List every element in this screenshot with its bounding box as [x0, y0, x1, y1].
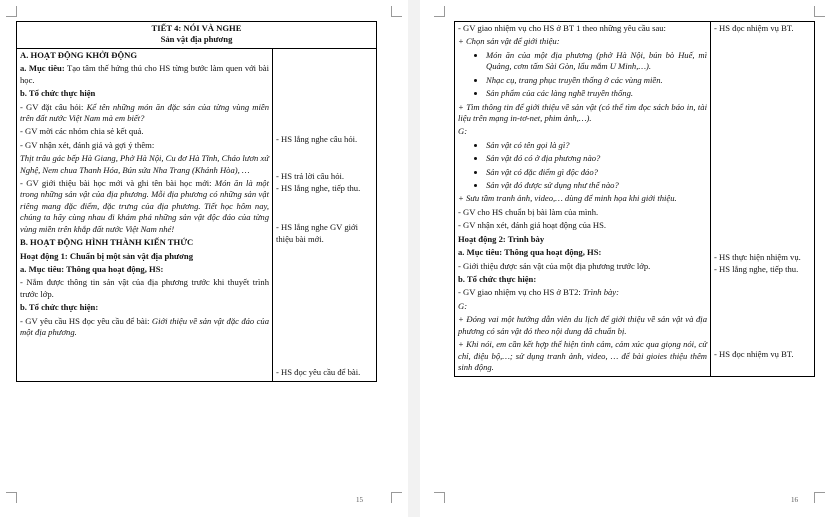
- page-15: [0, 0, 408, 517]
- list-item: • Sản vật đó được sử dụng như thế nào?: [486, 180, 707, 191]
- crop-mark: [434, 6, 445, 17]
- procedure-heading: b. Tổ chức thực hiện:: [458, 274, 537, 285]
- lesson-subtitle: Sản vật địa phương: [160, 34, 233, 45]
- page-number: 15: [356, 496, 363, 504]
- list-item: • Sản vật có đặc điểm gì độc đáo?: [486, 167, 707, 178]
- student-step: - HS lắng nghe, tiếp thu.: [714, 263, 799, 274]
- task-item: + Khi nói, em cần kết hợp thể hiện tình cảm, cảm xúc qua giọng nói, cử chỉ, điệu bộ,…; sử dụng tranh ảnh, video, … để bài gioies thiệu thêm sinh động.: [458, 339, 707, 372]
- teacher-column: [455, 22, 711, 377]
- task-item: + Tìm thông tin để giới thiệu về sản vật (có thể tìm đọc sách báo in, tài liệu trên mạng in-tơ-net, phim ảnh,…).: [458, 101, 707, 123]
- product-type-list: [458, 50, 707, 100]
- list-item: • Sản phẩm của các làng nghề truyền thống.: [486, 88, 707, 99]
- objective: a. Mục tiêu: Thông qua hoạt động, HS:: [20, 264, 164, 275]
- list-item: • Nhạc cụ, trang phục truyền thống ở các vùng miền.: [486, 75, 707, 86]
- lesson-header: [17, 22, 377, 49]
- teacher-step: - GV giao nhiệm vụ cho HS ở BT2: Trình bày:: [458, 287, 619, 298]
- activity-heading: Hoạt động 1: Chuẩn bị một sản vật địa phương: [20, 250, 194, 261]
- student-step: - HS đọc nhiệm vụ BT.: [714, 349, 794, 360]
- student-step: - HS lắng nghe GV giới thiệu bài mới.: [276, 222, 358, 244]
- procedure-heading: b. Tổ chức thực hiện: [20, 88, 96, 99]
- crop-mark: [6, 6, 17, 17]
- page-16: [420, 0, 831, 517]
- crop-mark: [6, 492, 17, 503]
- procedure-heading: b. Tổ chức thực hiện:: [20, 302, 99, 313]
- teacher-step: - GV yêu cầu HS đọc yêu cầu để bài: Giới thiệu về sản vật đặc đáo của một địa phương.: [20, 315, 270, 338]
- section-heading: A. HOẠT ĐỘNG KHỞI ĐỘNG: [20, 49, 138, 60]
- lesson-title: TIẾT 4: NÓI VÀ NGHE: [151, 23, 242, 33]
- objective: a. Mục tiêu: Tạo tâm thế hứng thú cho HS từng bước làm quen với bài học.: [20, 63, 269, 85]
- crop-mark: [391, 492, 402, 503]
- section-heading: B. HOẠT ĐỘNG HÌNH THÀNH KIẾN THỨC: [20, 237, 194, 248]
- teacher-step: - GV giao nhiệm vụ cho HS ở BT 1 theo những yêu cầu sau:: [458, 23, 666, 33]
- teacher-step: - GV đặt câu hỏi: Kể tên những món ăn đặc sản của từng vùng miền trên đất nước Việt Nam mà em biết?: [20, 101, 269, 123]
- student-step: - HS lắng nghe câu hỏi.: [276, 133, 358, 144]
- student-step: - HS đọc yêu cầu để bài.: [276, 366, 361, 377]
- teacher-step: - GV cho HS chuẩn bị bài làm của mình.: [458, 206, 599, 217]
- student-step: - HS thực hiện nhiệm vụ.: [714, 252, 801, 263]
- list-item: • Món ăn của một địa phương (phở Hà Nội, bún bò Huế, mì Quảng, cơm tấm Sài Gòn, lẩu mắm U Minh,…).: [486, 50, 707, 73]
- task-item: + Sưu tầm tranh ảnh, video,… dùng để minh họa khi giới thiệu.: [458, 193, 677, 204]
- teacher-column: [17, 48, 273, 382]
- suggestion-text: Thịt trâu gác bếp Hà Giang, Phở Hà Nội, Cu đơ Hà Tĩnh, Cháo lươn xứ Nghệ, Nem chua Thanh Hóa, Bún sứa Nha Trang (Khánh Hòa), …: [20, 153, 269, 175]
- crop-mark: [814, 492, 825, 503]
- teacher-step: - GV nhận xét, đánh giá và gợi ý thêm:: [20, 139, 155, 150]
- objective-detail: - Nắm được thông tin sản vật của địa phương trước khi thuyết trình trước lớp.: [20, 277, 269, 299]
- task-item: + Đóng vai một hướng dẫn viên du lịch để giới thiệu về sản vật và địa phương có sản vật đó theo nội dung đã chuẩn bị.: [458, 314, 707, 336]
- student-step: - HS lắng nghe, tiếp thu.: [276, 182, 361, 193]
- student-step: - HS trả lời câu hỏi.: [276, 171, 345, 182]
- crop-mark: [814, 6, 825, 17]
- teacher-step: - GV mời các nhóm chia sẻ kết quả.: [20, 126, 144, 137]
- teacher-step: - GV giới thiệu bài học mới và ghi tên bài học mới: Món ăn là một trong những sản vật của địa phương. Mỗi địa phương có những sản vật riêng mang đặc điểm, đặc trưng của địa phương. Tiết học hôm nay, chúng ta hãy cùng nhau đi khám phá những sản vật độc đáo của từng vùng miền trên khắp đất nước Việt Nam nhé!: [20, 178, 269, 234]
- teacher-step: - GV nhận xét, đánh giá hoạt động của HS.: [458, 220, 607, 231]
- activity-heading: Hoạt động 2: Trình bày: [458, 233, 545, 244]
- list-item: • Sản vật đó có ở địa phương nào?: [486, 153, 707, 164]
- hint-label: G:: [458, 126, 468, 137]
- student-step: - HS đọc nhiệm vụ BT.: [714, 23, 794, 33]
- student-column: [273, 48, 377, 382]
- objective: a. Mục tiêu: Thông qua hoạt động, HS:: [458, 247, 602, 258]
- student-column: [711, 22, 815, 377]
- crop-mark: [434, 492, 445, 503]
- crop-mark: [391, 6, 402, 17]
- hint-label: G:: [458, 300, 468, 311]
- lesson-table: [16, 21, 377, 382]
- lesson-table: [454, 21, 815, 377]
- question-list: [458, 140, 707, 192]
- page-number: 16: [791, 496, 798, 504]
- task-item: + Chọn sản vật để giới thiệu:: [458, 36, 560, 47]
- list-item: • Sản vật có tên gọi là gì?: [486, 140, 707, 151]
- objective-detail: - Giới thiệu được sản vật của một địa phương trước lớp.: [458, 260, 651, 271]
